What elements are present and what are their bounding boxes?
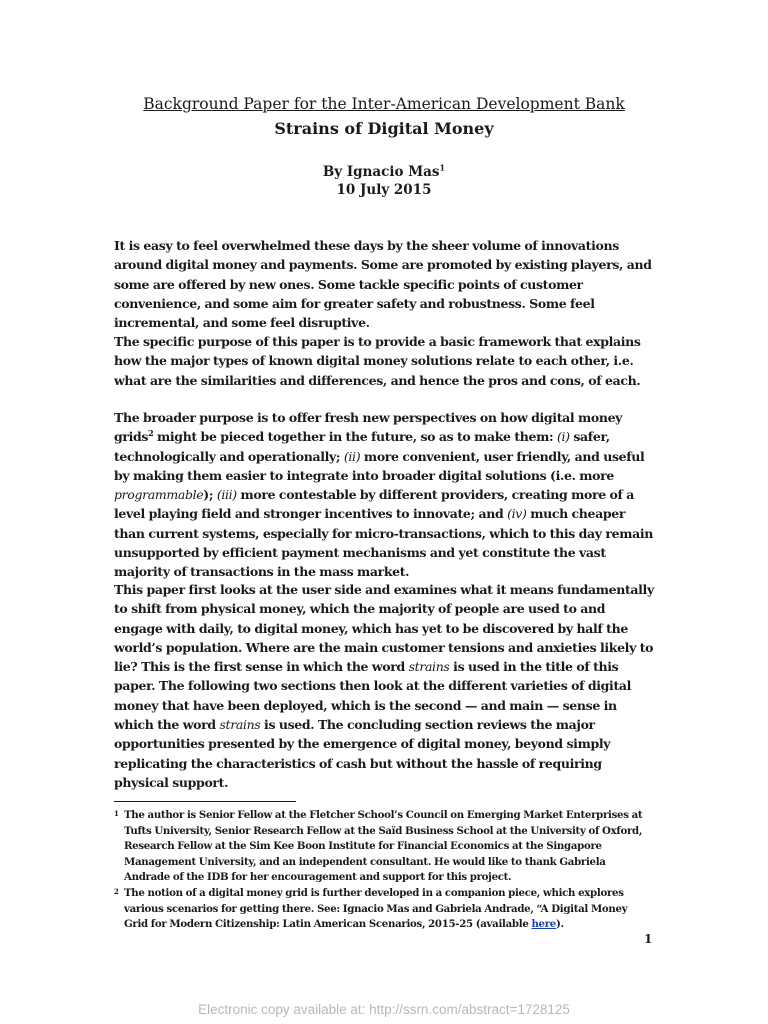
paper-date: 10 July 2015 <box>336 182 432 198</box>
footnote-1 <box>114 808 654 886</box>
paragraph-4 <box>114 580 654 792</box>
italic-term: (ii) <box>343 448 361 464</box>
paragraph-4-part: is used in the title of this paper. The following two sections then look at the different varieties of digital money that have been deployed, which is the second — and main — sense in which the word <box>114 659 632 733</box>
author-name: By Ignacio Mas <box>322 164 440 180</box>
paragraph-3-part: might be pieced together in the future, so as to make them: <box>153 429 557 445</box>
italic-term: strains <box>219 717 261 733</box>
footnote-divider <box>114 801 296 802</box>
italic-term: (iv) <box>507 506 527 522</box>
paragraph-3-part: ); <box>203 487 217 503</box>
footnote-ref-1: 1 <box>439 162 446 173</box>
paragraph-4-part: This paper first looks at the user side and examines what it means fundamentally to shift from physical money, which the majority of people are used to and engage with daily, to digital money, which has yet to be discovered by half the world’s population. Where are the main customer tensions and anxieties likely to lie? This is the first sense in which the word <box>114 582 654 675</box>
paragraph-3-part: much cheaper than current systems, especially for micro-transactions, which to this day remain unsupported by efficient payment mechanisms and yet constitute the vast majority of transactions in the mass market. <box>114 506 653 580</box>
paper-header-line: Background Paper for the Inter-American Development Bank <box>143 95 625 113</box>
italic-term: programmable <box>114 487 204 503</box>
footnote-2-text <box>124 886 654 933</box>
paragraph-3-text <box>114 408 654 582</box>
paper-title: Strains of Digital Money <box>274 119 494 138</box>
paragraph-1 <box>114 236 654 332</box>
footnotes <box>114 808 654 933</box>
page-number: 1 <box>644 932 653 946</box>
italic-term: strains <box>408 659 450 675</box>
ssrn-footer: Electronic copy available at: http://ssrn.com/abstract=1728125 <box>198 1002 570 1017</box>
author-byline <box>0 162 768 182</box>
paragraph-3-part: more convenient, user friendly, and useful by making them easier to integrate into broader digital solutions (i.e. more <box>114 448 645 483</box>
footnote-ref-2: 2 <box>148 428 154 439</box>
italic-term: (iii) <box>216 487 237 503</box>
paragraph-4-part: is used. The concluding section reviews the major opportunities presented by the emergence of digital money, beyond simply replicating the characteristics of cash but without the hassle of requiring physical support. <box>114 717 611 790</box>
paragraph-2 <box>114 332 654 390</box>
paragraph-3-part: safer, technologically and operationally; <box>114 429 610 464</box>
paragraph-4-text <box>114 580 654 792</box>
footnote-2-part: ). <box>556 918 564 931</box>
footnote-2-link[interactable]: here <box>531 918 556 931</box>
footnote-2 <box>114 886 654 933</box>
paragraph-3-part: more contestable by different providers, creating more of a level playing field and stronger incentives to innovate; and <box>114 487 634 522</box>
paragraph-3 <box>114 408 654 582</box>
paragraph-2-text: The specific purpose of this paper is to provide a basic framework that explains how the major types of known digital money solutions relate to each other, i.e. what are the similarities and differences, and hence the pros and cons, of each. <box>114 334 641 388</box>
footnote-1-mark: 1 <box>114 809 119 818</box>
footnote-2-part: The notion of a digital money grid is further developed in a companion piece, which explores various scenarios for getting there. See: Ignacio Mas and Gabriela Andrade, “A Digital Money Grid for Modern Citizenship: Latin American Scenarios, 2015-25 (available <box>124 886 628 931</box>
paragraph-3-part: The broader purpose is to offer fresh new perspectives on how digital money grids <box>114 410 623 445</box>
italic-term: (i) <box>556 429 570 445</box>
footnote-1-text: The author is Senior Fellow at the Fletcher School’s Council on Emerging Market Enterprises at Tufts University, Senior Research Fellow at the Saïd Business School at the University of Oxford, Research Fellow at the Sim Kee Boon Institute for Financial Economics at the Singapore Management University, and an independent consultant. He would like to thank Gabriela Andrade of the IDB for her encouragement and support for this project. <box>124 809 643 884</box>
paragraph-1-text: It is easy to feel overwhelmed these days by the sheer volume of innovations around digital money and payments. Some are promoted by existing players, and some are offered by new ones. Some tackle specific points of customer convenience, and some aim for greater safety and robustness. Some feel incremental, and some feel disruptive. <box>114 238 652 331</box>
footnote-2-mark: 2 <box>114 886 119 896</box>
